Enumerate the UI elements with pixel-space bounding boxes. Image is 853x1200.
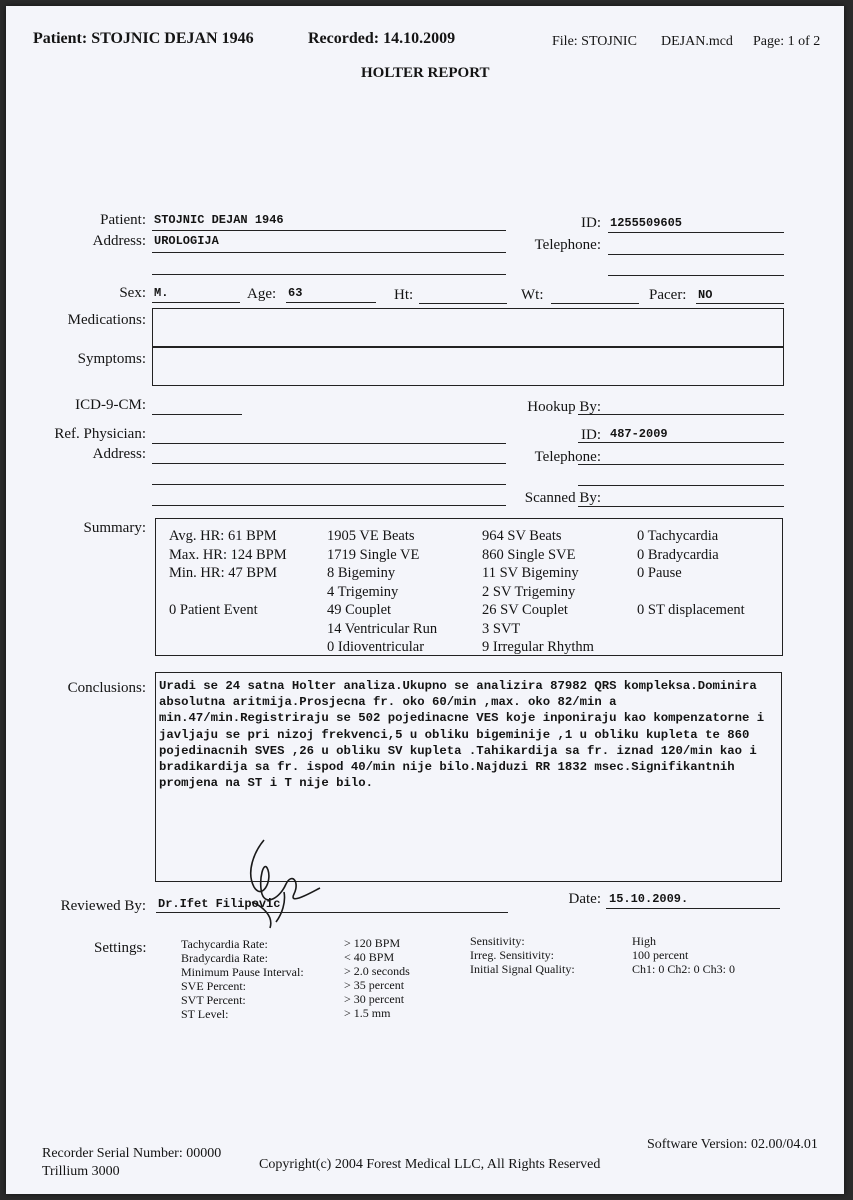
- age-label: Age:: [247, 286, 277, 302]
- summary-col-4: [637, 527, 745, 620]
- report-page: [6, 6, 844, 1194]
- header-patient: Patient: STOJNIC DEJAN 1946: [33, 30, 254, 47]
- reviewed-label: Reviewed By:: [60, 898, 146, 914]
- settings-name: SVE Percent:: [181, 979, 246, 993]
- signature-scribble: [224, 832, 334, 932]
- address-value: UROLOGIJA: [154, 234, 219, 248]
- summary-item: 0 Bradycardia: [637, 546, 719, 563]
- reviewed-line: [156, 912, 508, 913]
- summary-item: 0 Patient Event: [169, 602, 258, 618]
- telephone-label: Telephone:: [534, 237, 601, 253]
- wt-line: [551, 303, 639, 304]
- wt-label: Wt:: [521, 287, 544, 303]
- summary-item: 1719 Single VE: [327, 546, 420, 563]
- pacer-value: NO: [698, 288, 713, 302]
- pacer-line: [696, 303, 784, 304]
- sex-line: [152, 302, 240, 303]
- sex-label: Sex:: [119, 285, 146, 301]
- header-page: Page: 1 of 2: [753, 34, 821, 49]
- ref-address-line-1: [152, 463, 506, 464]
- ht-label: Ht:: [394, 287, 414, 303]
- pacer-label: Pacer:: [649, 287, 687, 303]
- header-recorded: Recorded: 14.10.2009: [308, 30, 456, 47]
- icd-label: ICD-9-CM:: [75, 397, 146, 413]
- settings-values-2: [632, 934, 735, 976]
- ref-id-line: [578, 442, 784, 443]
- address-line-2: [152, 274, 506, 275]
- summary-item: 49 Couplet: [327, 602, 392, 618]
- summary-col-2: [327, 527, 437, 657]
- settings-value: High: [632, 934, 656, 948]
- ref-physician-line: [152, 443, 506, 444]
- summary-item: 0 Tachycardia: [637, 528, 719, 544]
- settings-names-2: [470, 934, 575, 976]
- header-file: File: STOJNIC: [552, 34, 637, 49]
- hookup-line: [578, 414, 784, 415]
- settings-value: < 40 BPM: [344, 950, 395, 964]
- summary-box: [155, 518, 783, 656]
- patient-value: STOJNIC DEJAN 1946: [154, 213, 284, 227]
- settings-name: Bradycardia Rate:: [181, 951, 268, 965]
- summary-item: 1905 VE Beats: [327, 528, 415, 544]
- icd-line: [152, 414, 242, 415]
- serial-number: Recorder Serial Number: 00000: [42, 1146, 222, 1161]
- summary-item: 11 SV Bigeminy: [482, 565, 579, 581]
- settings-value: Ch1: 0 Ch2: 0 Ch3: 0: [632, 962, 736, 976]
- id-line: [608, 232, 784, 233]
- ref-id-value: 487-2009: [610, 427, 668, 441]
- settings-label: Settings:: [94, 940, 147, 956]
- summary-item: 860 Single SVE: [482, 546, 576, 563]
- settings-name: ST Level:: [181, 1007, 229, 1021]
- settings-name: Minimum Pause Interval:: [181, 965, 304, 979]
- ref-physician-label: Ref. Physician:: [54, 426, 146, 442]
- summary-item: [637, 583, 745, 602]
- sex-value: M.: [154, 286, 169, 300]
- symptoms-label: Symptoms:: [77, 351, 146, 367]
- ref-address-line-2: [152, 484, 506, 485]
- device-name: Trillium 3000: [42, 1164, 120, 1179]
- reviewed-value: Dr.Ifet Filipovic: [158, 897, 281, 911]
- id-value: 1255509605: [610, 216, 683, 230]
- settings-value: > 30 percent: [344, 992, 405, 1006]
- medications-label: Medications:: [67, 312, 146, 328]
- summary-item: Min. HR: 47 BPM: [169, 565, 277, 581]
- conclusions-text: Uradi se 24 satna Holter analiza.Ukupno se analizira 87982 QRS kompleksa.Dominira absolutna aritmija.Prosjecna fr. oko 60/min ,max. oko 82/min a min.47/min.Registriraju se 502 pojedinacne VES koje inponiraju kao kompenzatorne i javljaju se pri nizoj frekvenci,5 u obliku bigeminije ,1 u obliku kupleta te 860 pojedinacnih SVES ,26 u obliku SV kupleta .Tahikardija sa fr. iznad 120/min kao i bradikardija sa fr. ispod 40/min nije bilo.Najduzi RR 1832 msec.Signifikantnih promjena na ST i T nije bilo.: [159, 679, 765, 791]
- summary-item: 3 SVT: [482, 620, 521, 637]
- summary-item: [169, 583, 287, 602]
- settings-name: Tachycardia Rate:: [181, 937, 268, 951]
- ref-telephone-line-1: [578, 464, 784, 465]
- summary-col-1: [169, 527, 287, 620]
- summary-item: Max. HR: 124 BPM: [169, 546, 287, 563]
- address-line-1: [152, 252, 506, 253]
- summary-item: 0 Pause: [637, 565, 682, 581]
- symptoms-box: [152, 346, 784, 386]
- copyright: Copyright(c) 2004 Forest Medical LLC, All Rights Reserved: [259, 1157, 601, 1172]
- summary-item: 26 SV Couplet: [482, 602, 568, 618]
- ref-id-label: ID:: [581, 427, 601, 443]
- settings-names: [181, 937, 304, 1021]
- scanned-line: [578, 506, 784, 507]
- conclusions-label: Conclusions:: [67, 680, 146, 696]
- settings-name: Sensitivity:: [470, 934, 525, 948]
- settings-value: > 2.0 seconds: [344, 964, 410, 978]
- summary-label: Summary:: [83, 520, 146, 536]
- date-line: [606, 908, 780, 909]
- summary-item: 4 Trigeminy: [327, 583, 399, 600]
- summary-item: 0 Idioventricular: [327, 639, 425, 655]
- hookup-label: Hookup By:: [527, 399, 601, 415]
- summary-item: 14 Ventricular Run: [327, 620, 438, 637]
- summary-item: Avg. HR: 61 BPM: [169, 528, 277, 544]
- summary-item: 0 ST displacement: [637, 602, 745, 618]
- settings-value: > 35 percent: [344, 978, 405, 992]
- settings-value: 100 percent: [632, 948, 689, 962]
- date-value: 15.10.2009.: [609, 892, 689, 906]
- id-label: ID:: [581, 215, 601, 231]
- date-label: Date:: [568, 891, 601, 907]
- patient-label: Patient:: [100, 212, 146, 228]
- age-value: 63: [288, 286, 303, 300]
- patient-line: [152, 230, 506, 231]
- ht-line: [419, 303, 507, 304]
- settings-name: SVT Percent:: [181, 993, 246, 1007]
- ref-telephone-label: Telephone:: [534, 449, 601, 465]
- settings-name: Irreg. Sensitivity:: [470, 948, 554, 962]
- scanned-label: Scanned By:: [524, 490, 601, 506]
- ref-address-line-3: [152, 505, 506, 506]
- settings-values: [344, 936, 410, 1020]
- address-label: Address:: [92, 233, 146, 249]
- report-title: HOLTER REPORT: [361, 65, 490, 81]
- header-file-name: DEJAN.mcd: [661, 34, 733, 49]
- summary-item: 9 Irregular Rhythm: [482, 639, 594, 655]
- telephone-line-2: [608, 275, 784, 276]
- summary-item: 964 SV Beats: [482, 528, 562, 544]
- ref-telephone-line-2: [578, 485, 784, 486]
- settings-value: > 120 BPM: [344, 936, 401, 950]
- medications-box: [152, 308, 784, 348]
- telephone-line-1: [608, 254, 784, 255]
- software-version: Software Version: 02.00/04.01: [647, 1137, 818, 1152]
- summary-col-3: [482, 527, 594, 657]
- ref-address-label: Address:: [92, 446, 146, 462]
- summary-item: 2 SV Trigeminy: [482, 583, 576, 600]
- settings-value: > 1.5 mm: [344, 1006, 391, 1020]
- settings-name: Initial Signal Quality:: [470, 962, 575, 976]
- summary-item: 8 Bigeminy: [327, 565, 396, 581]
- age-line: [286, 302, 376, 303]
